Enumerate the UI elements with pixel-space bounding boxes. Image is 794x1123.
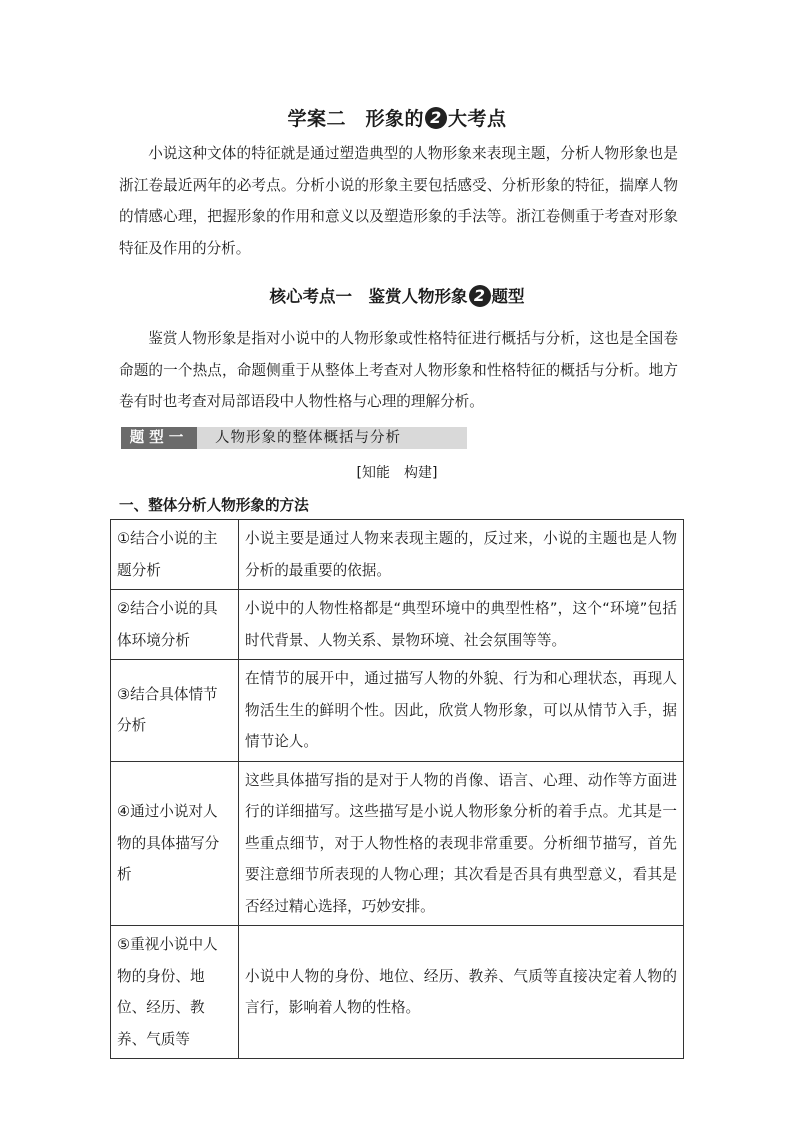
method-cell: ①结合小说的主题分析 — [111, 520, 239, 590]
description-cell: 在情节的展开中，通过描写人物的外貌、行为和心理状态，再现人物活生生的鲜明个性。因此，欣赏人物形象，可以从情节入手，据情节论人。 — [239, 660, 684, 762]
method-cell: ⑤重视小说中人物的身份、地位、经历、教养、气质等 — [111, 926, 239, 1059]
page-title-prefix: 学案二 形象的 — [287, 108, 424, 130]
section-paragraph: 鉴赏人物形象是指对小说中的人物形象或性格特征进行概括与分析，这也是全国卷命题的一个热点，命题侧重于从整体上考查对人物形象和性格特征的概括与分析。地方卷有时也考查对局部语段中人物性格与心理的理解分析。 — [119, 330, 678, 410]
methods-table — [110, 519, 684, 1059]
number-two-badge: 2 — [425, 107, 447, 129]
method-cell: ③结合具体情节分析 — [111, 660, 239, 762]
table-row — [111, 660, 684, 762]
description-cell: 这些具体描写指的是对于人物的肖像、语言、心理、动作等方面进行的详细描写。这些描写是小说人物形象分析的着手点。尤其是一些重点细节，对于人物性格的表现非常重要。分析细节描写，首先要注意细节所表现的人物心理；其次看是否具有典型意义，看其是否经过精心选择，巧妙安排。 — [239, 761, 684, 926]
description-cell: 小说中人物的身份、地位、经历、教养、气质等直接决定着人物的言行，影响着人物的性格。 — [239, 926, 684, 1059]
methods-subheading: 一、整体分析人物形象的方法 — [119, 497, 309, 514]
description-cell: 小说主要是通过人物来表现主题的，反过来，小说的主题也是人物分析的最重要的依据。 — [239, 520, 684, 590]
page-title — [0, 104, 794, 131]
knowledge-construct-label: [知能 构建] — [356, 465, 438, 481]
table-row — [111, 520, 684, 590]
question-type-tag: 题型一 — [121, 427, 197, 449]
section-title — [0, 283, 794, 309]
number-two-badge: 2 — [469, 285, 491, 307]
table-row — [111, 926, 684, 1059]
section-title-suffix: 题型 — [491, 287, 525, 306]
table-row — [111, 761, 684, 926]
intro-paragraph: 小说这种文体的特征就是通过塑造典型的人物形象来表现主题，分析人物形象也是浙江卷最近两年的必考点。分析小说的形象主要包括感受、分析形象的特征，揣摩人物的情感心理，把握形象的作用和意义以及塑造形象的手法等。浙江卷侧重于考查对形象特征及作用的分析。 — [119, 145, 678, 257]
question-type-banner — [121, 427, 467, 449]
table-row — [111, 590, 684, 660]
question-type-name: 人物形象的整体概括与分析 — [215, 430, 401, 446]
method-cell: ④通过小说对人物的具体描写分析 — [111, 761, 239, 926]
method-cell: ②结合小说的具体环境分析 — [111, 590, 239, 660]
description-cell: 小说中的人物性格都是“典型环境中的典型性格”，这个“环境”包括时代背景、人物关系、景物环境、社会氛围等等。 — [239, 590, 684, 660]
page-title-suffix: 大考点 — [448, 108, 507, 130]
section-title-prefix: 核心考点一 鉴赏人物形象 — [269, 287, 468, 306]
